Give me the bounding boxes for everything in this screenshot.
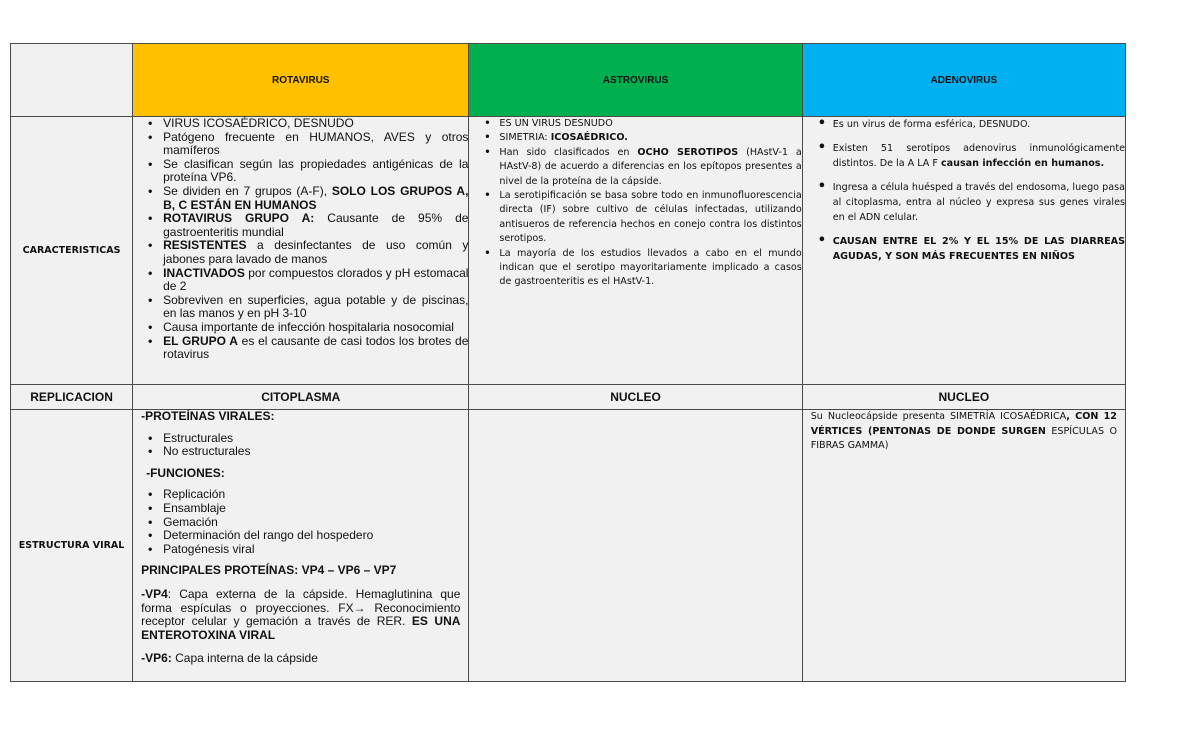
adenovirus-estructura-cell (802, 410, 1125, 682)
astrovirus-caracteristicas-cell (469, 117, 802, 385)
list-item: • Patogénesis viral (141, 543, 460, 557)
astrovirus-estructura-cell (469, 410, 802, 682)
list-item: • RESISTENTES a desinfectantes de uso común y jabones para lavado de manos (133, 239, 468, 266)
caracteristicas-row (11, 117, 1126, 385)
vp4-paragraph: -VP4: Capa externa de la cápside. Hemaglutinina que forma espículas o proyecciones. FX→ Reconocimiento receptor celular y gemación a través de RER. ES UNA ENTEROTOXINA VIRAL (141, 586, 461, 642)
funciones-title: -FUNCIONES: (146, 465, 225, 480)
list-item: • Se dividen en 7 grupos (A-F), SOLO LOS GRUPOS A, B, C ESTÁN EN HUMANOS (133, 185, 468, 212)
row-label-estructura: ESTRUCTURA VIRAL (11, 410, 133, 682)
list-item: • INACTIVADOS por compuestos clorados y pH estomacal de 2 (133, 267, 468, 294)
list-item: • Sobreviven en superficies, agua potable y de piscinas, en las manos y en pH 3-10 (133, 294, 468, 321)
astrovirus-replicacion: NUCLEO (469, 385, 802, 410)
rotavirus-estructura-content (133, 410, 468, 666)
estructura-row (11, 410, 1126, 682)
list-item: • Ensamblaje (141, 502, 460, 516)
header-row (11, 44, 1126, 117)
proteinas-list (141, 432, 460, 459)
list-item: • Causa importante de infección hospitalaria nosocomial (133, 321, 468, 335)
proteinas-title: -PROTEÍNAS VIRALES: (141, 409, 275, 423)
list-item: • ROTAVIRUS GRUPO A: Causante de 95% de gastroenteritis mundial (133, 212, 468, 239)
list-item: • Patógeno frecuente en HUMANOS, AVES y otros mamíferos (133, 131, 468, 158)
list-item: • Estructurales (141, 432, 460, 446)
list-item: • VIRUS ICOSAÉDRICO, DESNUDO (133, 117, 468, 131)
list-item: • Han sido clasificados en OCHO SEROTIPOS (HAstV-1 a HAstV-8) de acuerdo a diferencias en los epítopos presentes a nivel de la proteína de la cápside. (469, 146, 801, 189)
header-corner-cell (11, 44, 133, 117)
list-item: • Replicación (141, 488, 460, 502)
principales-proteinas: PRINCIPALES PROTEÍNAS: VP4 – VP6 – VP7 (141, 563, 397, 578)
header-rotavirus: ROTAVIRUS (133, 44, 469, 117)
list-item: • Es un virus de forma esférica, DESNUDO. (803, 117, 1125, 132)
adenovirus-caracteristicas-cell (802, 117, 1125, 385)
list-item: • Se clasifican según las propiedades antigénicas de la proteína VP6. (133, 158, 468, 185)
list-item: • No estructurales (141, 445, 460, 459)
header-adenovirus: ADENOVIRUS (802, 44, 1125, 117)
rotavirus-replicacion: CITOPLASMA (133, 385, 469, 410)
list-item: • Determinación del rango del hospedero (141, 529, 460, 543)
list-item: • Existen 51 serotipos adenovirus inmunológicamente distintos. De la A LA F causan infección en humanos. (803, 141, 1125, 171)
astrovirus-caracteristicas-list (469, 117, 801, 290)
list-item: • Ingresa a célula huésped a través del endosoma, luego pasa al citoplasma, entra al núcleo y expresa sus genes virales en el ADN celular. (803, 180, 1125, 225)
virus-comparison-table (10, 43, 1126, 682)
rotavirus-caracteristicas-cell (133, 117, 469, 385)
row-label-caracteristicas: CARACTERISTICAS (11, 117, 133, 385)
vp6-paragraph: -VP6: Capa interna de la cápside (141, 651, 318, 666)
funciones-list (141, 488, 460, 556)
list-item: • La serotipificación se basa sobre todo en inmunofluorescencia directa (IF) sobre cultivo de células infectadas, utilizando antisueros de referencia hechos en conejo contra los distintos serotipos. (469, 189, 801, 247)
adenovirus-estructura-text: Su Nucleocápside presenta SIMETRÍA ICOSAÉDRICA, CON 12 VÉRTICES (PENTONAS DE DONDE SURGEN ESPÍCULAS O FIBRAS GAMMA) (810, 411, 1118, 451)
list-item: • CAUSAN ENTRE EL 2% Y EL 15% DE LAS DIARREAS AGUDAS, Y SON MÁS FRECUENTES EN NIÑOS (803, 234, 1125, 264)
rotavirus-estructura-cell (133, 410, 469, 682)
list-item: • ES UN VIRUS DESNUDO (469, 117, 801, 131)
list-item: • SIMETRIA: ICOSAÉDRICO. (469, 131, 801, 145)
adenovirus-caracteristicas-list (803, 117, 1125, 264)
list-item: • La mayoría de los estudios llevados a cabo en el mundo indican que el serotipo mayoritariamente implicado a casos de gastroenteritis es el HAstV-1. (469, 247, 801, 290)
rotavirus-caracteristicas-list (133, 117, 468, 362)
replicacion-row (11, 385, 1126, 410)
list-item: • Gemación (141, 516, 460, 530)
row-label-replicacion: REPLICACION (11, 385, 133, 410)
header-astrovirus: ASTROVIRUS (469, 44, 802, 117)
adenovirus-replicacion: NUCLEO (802, 385, 1125, 410)
list-item: • EL GRUPO A es el causante de casi todos los brotes de rotavirus (133, 335, 468, 362)
